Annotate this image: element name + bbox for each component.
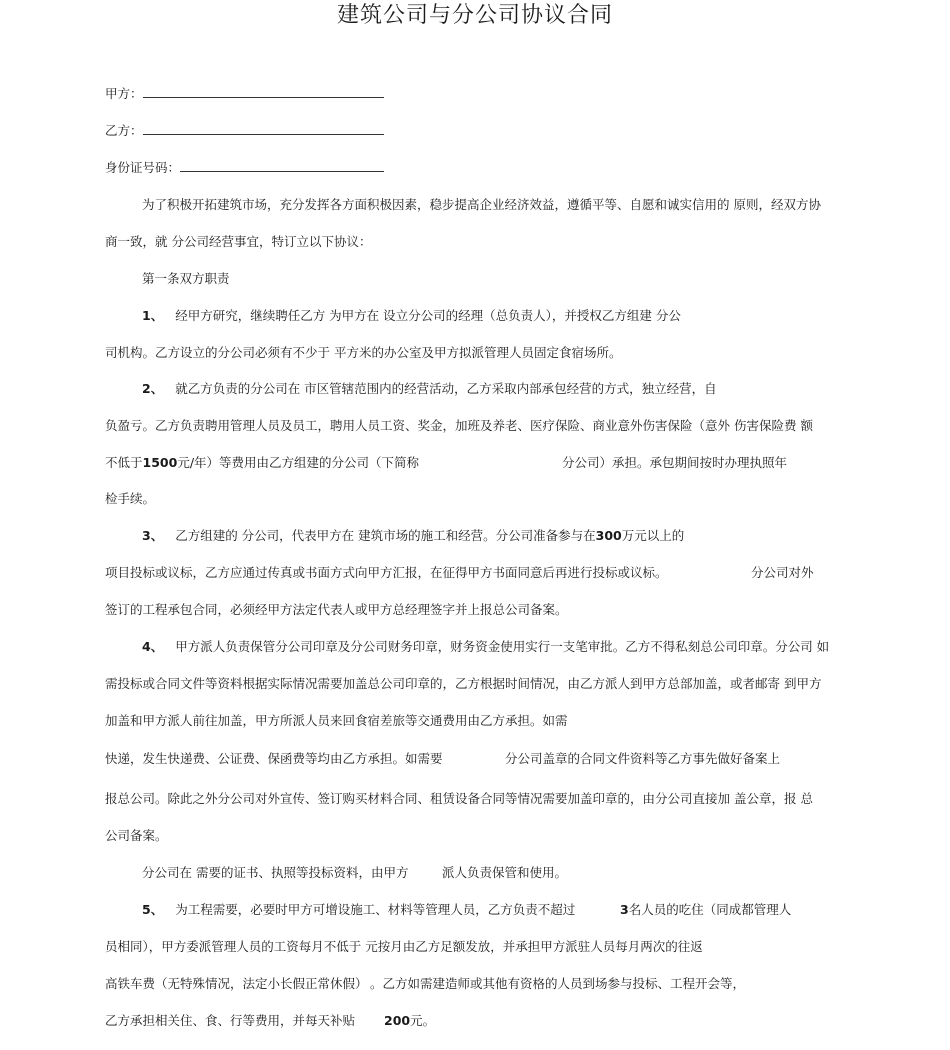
party-b-blank xyxy=(143,122,384,135)
body-line-tail: 分公司对外 xyxy=(751,565,814,580)
text-segment: 乙方组建的 分公司，代表甲方在 建筑市场的施工和经营。分公司准备参与在 xyxy=(175,528,596,543)
body-line: 为了积极开拓建筑市场，充分发挥各方面积极因素，稳步提高企业经济效益，遵循平等、自愿和诚实信用的 原则，经双方协 xyxy=(142,197,821,212)
body-line: 加盖和甲方派人前往加盖，甲方所派人员来回食宿差旅等交通费用由乙方承担。如需 xyxy=(105,713,568,728)
body-line-tail xyxy=(620,901,791,919)
body-line: 高铁车费（无特殊情况，法定小长假正常休假） xyxy=(105,976,368,991)
clause-2-line xyxy=(142,380,717,398)
clause-number: 3、 xyxy=(142,528,164,543)
text-segment: 万元以上的 xyxy=(621,528,685,543)
text-segment: 不低于 xyxy=(105,455,143,470)
amount: 3 xyxy=(620,902,629,917)
clause-number: 1、 xyxy=(142,308,164,323)
body-line xyxy=(105,454,419,472)
body-line: 快递，发生快递费、公证费、保函费等均由乙方承担。如需要 xyxy=(105,751,443,766)
body-line: 需投标或合同文件等资料根据实际情况需要加盖总公司印章的，乙方根据时间情况，由乙方派人到甲方总部加盖，或者邮寄 到甲方 xyxy=(105,676,822,691)
clause-4-line xyxy=(142,638,829,656)
party-b-label: 乙方： xyxy=(105,123,143,138)
body-line-tail: 分公司盖章的合同文件资料等乙方事先做好备案上 xyxy=(505,751,781,766)
body-line-tail xyxy=(384,1012,435,1030)
text-segment: 元/年）等费用由乙方组建的分公司（下简称 xyxy=(177,455,420,470)
clause-3-line xyxy=(142,527,684,545)
text-segment: 名人员的吃住（同成都管理人 xyxy=(628,902,792,917)
amount: 300 xyxy=(595,528,622,543)
body-line: 司机构。乙方设立的分公司必须有不少于 平方米的办公室及甲方拟派管理人员固定食宿场所。 xyxy=(105,345,622,360)
id-number-blank xyxy=(180,159,384,172)
clause-text: 就乙方负责的分公司在 市区管辖范围内的经营活动，乙方采取内部承包经营的方式，独立经营，自 xyxy=(175,381,717,396)
body-line-tail: 分公司）承担。承包期间按时办理执照年 xyxy=(562,455,788,470)
body-line: 商一致，就 分公司经营事宜，特订立以下协议： xyxy=(105,234,372,249)
clause-text: 甲方派人负责保管分公司印章及分公司财务印章，财务资金使用实行一支笔审批。乙方不得私刻总公司印章。分公司 如 xyxy=(175,639,830,654)
clause-1-line xyxy=(142,307,681,325)
document-title: 建筑公司与分公司协议合同 xyxy=(336,3,613,28)
section-heading: 第一条双方职责 xyxy=(142,271,230,286)
amount: 200 xyxy=(384,1013,411,1028)
clause-5-line xyxy=(142,901,575,919)
amount: 1500 xyxy=(142,455,178,470)
clause-number: 5、 xyxy=(142,902,164,917)
body-line: 报总公司。除此之外分公司对外宣传、签订购买材料合同、租赁设备合同等情况需要加盖印章的，由分公司直接加 盖公章，报 总 xyxy=(105,791,813,806)
clause-number: 2、 xyxy=(142,381,164,396)
id-number-field xyxy=(105,159,384,177)
body-line-tail: 派人负责保管和使用。 xyxy=(442,865,568,880)
body-line: 项目投标或议标，乙方应通过传真或书面方式向甲方汇报，在征得甲方书面同意后再进行投标或议标。 xyxy=(105,565,668,580)
body-line-tail: 。乙方如需建造师或其他有资格的人员到场参与投标、工程开会等， xyxy=(370,976,746,991)
id-number-label: 身份证号码： xyxy=(105,160,181,175)
party-b-field xyxy=(105,122,384,140)
party-a-blank xyxy=(143,85,384,98)
body-line: 检手续。 xyxy=(105,491,156,506)
body-line: 负盈亏。乙方负责聘用管理人员及员工，聘用人员工资、奖金，加班及养老、医疗保险、商业意外伤害保险（意外 伤害保险费 额 xyxy=(105,418,813,433)
clause-text: 经甲方研究，继续聘任乙方 为甲方在 设立分公司的经理（总负责人），并授权乙方组建 分公 xyxy=(175,308,681,323)
text-segment: 元。 xyxy=(410,1013,436,1028)
clause-text: 为工程需要，必要时甲方可增设施工、材料等管理人员，乙方负责不超过 xyxy=(175,902,576,917)
body-line: 公司备案。 xyxy=(105,828,168,843)
body-line: 分公司在 需要的证书、执照等投标资料，由甲方 xyxy=(142,865,409,880)
body-line: 签订的工程承包合同，必须经甲方法定代表人或甲方总经理签字并上报总公司备案。 xyxy=(105,602,568,617)
body-line: 员相同），甲方委派管理人员的工资每月不低于 元按月由乙方足额发放，并承担甲方派驻人员每月两次的往返 xyxy=(105,939,703,954)
party-a-label: 甲方： xyxy=(105,86,143,101)
body-line: 乙方承担相关住、食、行等费用，并每天补贴 xyxy=(105,1013,356,1028)
clause-number: 4、 xyxy=(142,639,164,654)
party-a-field xyxy=(105,85,384,103)
